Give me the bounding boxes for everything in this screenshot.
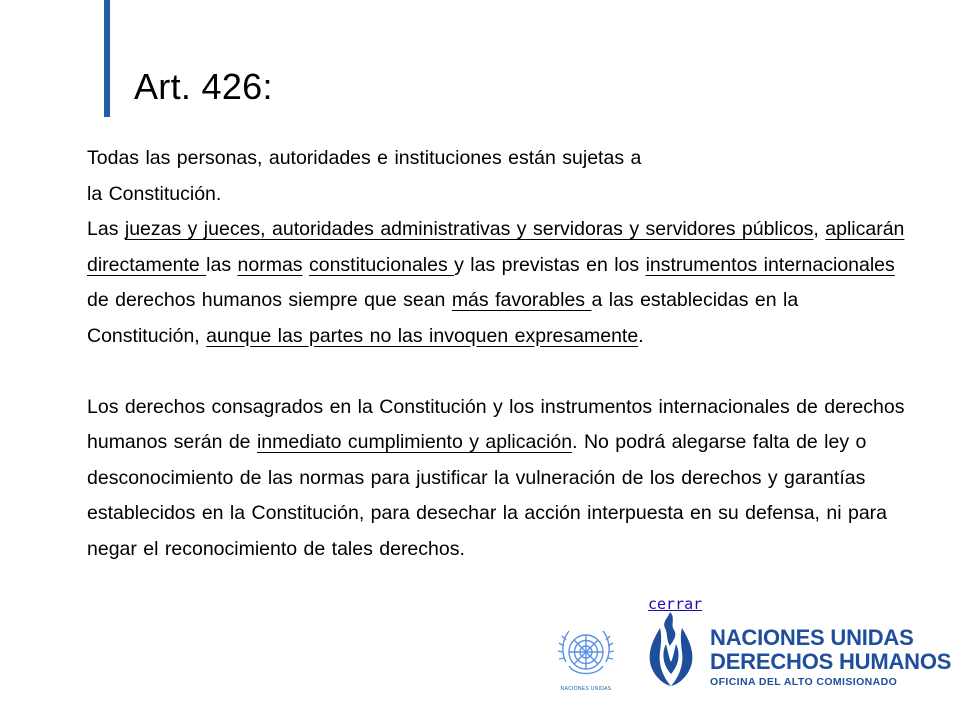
underlined-phrase: aplicarán directamente <box>87 218 905 276</box>
text-segment: . No podrá alegarse falta de ley o desconocimiento de las normas para justificar la vulneración de los derechos y garantías establecidos en la Constitución, para desechar la acción interpuesta en su defensa, ni para negar el reconocimiento de tales derechos. <box>87 431 887 560</box>
text-segment: Las <box>87 218 125 240</box>
text-segment: de derechos humanos siempre que sean <box>87 289 452 311</box>
text-segment: Todas las personas, autoridades e instituciones están sujetas a <box>87 147 642 169</box>
underlined-phrase: normas <box>237 253 303 276</box>
ohchr-logo-line-2: DERECHOS HUMANOS <box>710 649 952 674</box>
un-emblem-icon <box>555 622 617 686</box>
un-logo-caption: NACIONES UNIDAS <box>560 686 612 692</box>
text-segment: las <box>206 253 238 276</box>
ohchr-logo-text <box>710 626 951 690</box>
underlined-phrase: más favorables <box>451 289 592 311</box>
underlined-phrase: constitucionales <box>308 253 455 276</box>
text-segment: . <box>638 324 644 347</box>
ohchr-logo-line-1: NACIONES UNIDAS <box>710 625 914 650</box>
underlined-phrase: inmediato cumplimiento y aplicación <box>256 431 573 453</box>
text-segment: a las establecidas en la Constitución, <box>87 289 799 347</box>
underlined-phrase: aunque las partes no las invoquen expresamente <box>206 324 639 347</box>
text-segment: Los derechos consagrados en la Constitución y los instrumentos internacionales de derechos humanos serán de <box>87 395 905 453</box>
article-paragraph-1 <box>87 141 907 354</box>
article-body <box>87 141 907 567</box>
hands-flame-icon <box>640 608 702 690</box>
ohchr-logo-line-3: OFICINA DEL ALTO COMISIONADO <box>710 676 898 688</box>
underlined-phrase: instrumentos internacionales <box>645 253 895 276</box>
page-title: Art. 426: <box>134 66 273 107</box>
underlined-phrase: juezas y jueces, autoridades administrativas y servidoras y servidores públicos <box>124 218 814 240</box>
text-segment: la Constitución. <box>87 182 222 205</box>
text-segment: , <box>813 218 826 240</box>
text-segment: y las previstas en los <box>454 253 646 276</box>
title-accent-bar <box>104 0 110 117</box>
close-link[interactable]: cerrar <box>648 595 703 613</box>
article-paragraph-2 <box>87 390 907 568</box>
